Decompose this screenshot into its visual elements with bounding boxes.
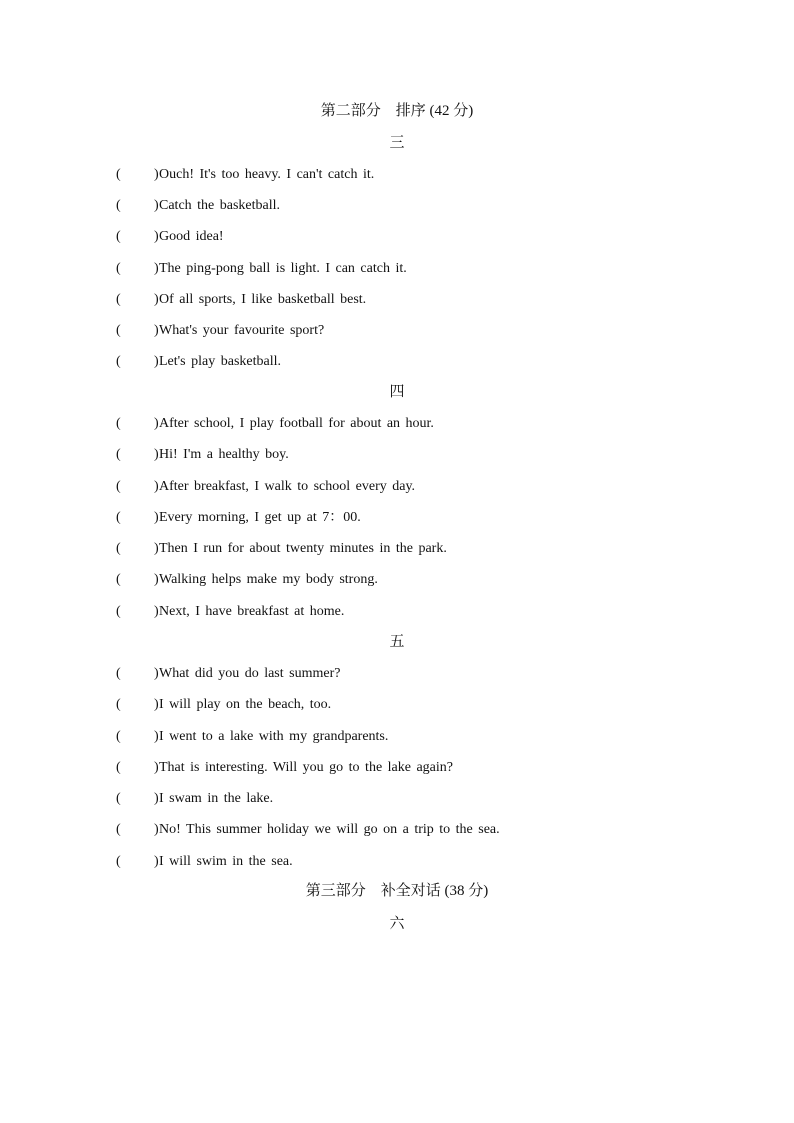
sentence-text: Hi! I'm a healthy boy. [159, 447, 289, 463]
sentence-text: Of all sports, I like basketball best. [159, 291, 367, 307]
answer-blank-open: ( [116, 509, 121, 525]
sentence-text: Next, I have breakfast at home. [159, 603, 345, 619]
answer-blank-close: ) [154, 447, 159, 463]
list-item [116, 727, 736, 758]
answer-blank-open: ( [116, 229, 121, 245]
list-item [116, 664, 736, 695]
sentence-text: The ping-pong ball is light. I can catch it. [159, 260, 407, 276]
list-item [116, 758, 736, 789]
answer-blank-open: ( [116, 603, 121, 619]
sentence-text: What's your favourite sport? [159, 322, 325, 338]
answer-blank-open: ( [116, 354, 121, 370]
section-heading-4: 四 [389, 384, 405, 400]
answer-blank-open: ( [116, 291, 121, 307]
answer-blank-open: ( [116, 728, 121, 744]
list-item [116, 445, 736, 476]
answer-blank-close: ) [154, 666, 159, 681]
sentence-text: I swam in the lake. [159, 791, 274, 807]
sentence-text: Good idea! [159, 229, 224, 245]
sentence-text: No! This summer holiday we will go on a trip to the sea. [159, 822, 500, 838]
list-item [116, 227, 736, 258]
answer-blank-open: ( [116, 478, 121, 494]
list-item [116, 290, 736, 321]
list-item [116, 414, 736, 445]
answer-blank-open: ( [116, 666, 121, 681]
answer-blank-open: ( [116, 791, 121, 807]
sentence-text: Let's play basketball. [159, 354, 281, 370]
list-item [116, 602, 736, 633]
list-item [116, 695, 736, 726]
answer-blank-open: ( [116, 541, 121, 557]
sentence-text: After school, I play football for about an hour. [159, 416, 434, 431]
answer-blank-open: ( [116, 822, 121, 838]
section-5-list [116, 664, 736, 883]
answer-blank-close: ) [154, 291, 159, 307]
answer-blank-open: ( [116, 447, 121, 463]
sentence-text: I will swim in the sea. [159, 853, 293, 869]
answer-blank-close: ) [154, 791, 159, 807]
answer-blank-close: ) [154, 354, 159, 370]
part-two-title: 第二部分 排序 (42 分) [320, 103, 474, 119]
answer-blank-open: ( [116, 759, 121, 775]
answer-blank-close: ) [154, 572, 159, 588]
list-item [116, 570, 736, 601]
section-heading-3: 三 [389, 135, 405, 151]
sentence-text: Every morning, I get up at 7：00. [159, 509, 361, 525]
answer-blank-close: ) [154, 198, 159, 214]
answer-blank-close: ) [154, 260, 159, 276]
answer-blank-open: ( [116, 260, 121, 276]
section-heading-5: 五 [389, 634, 405, 650]
section-heading-6: 六 [389, 916, 405, 932]
sentence-text: I went to a lake with my grandparents. [159, 728, 389, 744]
part-three-title: 第三部分 补全对话 (38 分) [305, 883, 489, 899]
answer-blank-open: ( [116, 697, 121, 713]
sentence-text: Ouch! It's too heavy. I can't catch it. [159, 167, 375, 182]
sentence-text: After breakfast, I walk to school every day. [159, 478, 416, 494]
sentence-text: What did you do last summer? [159, 666, 341, 681]
sentence-text: That is interesting. Will you go to the lake again? [159, 759, 454, 775]
answer-blank-close: ) [154, 167, 159, 182]
sentence-text: Catch the basketball. [159, 198, 281, 214]
answer-blank-close: ) [154, 603, 159, 619]
answer-blank-open: ( [116, 853, 121, 869]
list-item [116, 165, 736, 196]
list-item [116, 508, 736, 539]
answer-blank-open: ( [116, 572, 121, 588]
sentence-text: Then I run for about twenty minutes in the park. [159, 541, 447, 557]
answer-blank-close: ) [154, 759, 159, 775]
list-item [116, 477, 736, 508]
answer-blank-close: ) [154, 728, 159, 744]
answer-blank-open: ( [116, 198, 121, 214]
list-item [116, 539, 736, 570]
answer-blank-close: ) [154, 229, 159, 245]
answer-blank-open: ( [116, 167, 121, 182]
answer-blank-close: ) [154, 697, 159, 713]
answer-blank-close: ) [154, 541, 159, 557]
answer-blank-open: ( [116, 416, 121, 431]
list-item [116, 352, 736, 383]
answer-blank-close: ) [154, 853, 159, 869]
list-item [116, 259, 736, 290]
list-item [116, 321, 736, 352]
sentence-text: I will play on the beach, too. [159, 697, 332, 713]
list-item [116, 789, 736, 820]
answer-blank-open: ( [116, 322, 121, 338]
answer-blank-close: ) [154, 416, 159, 431]
section-3-list [116, 165, 736, 383]
sentence-text: Walking helps make my body strong. [159, 572, 378, 588]
list-item [116, 196, 736, 227]
list-item [116, 820, 736, 851]
list-item [116, 852, 736, 883]
answer-blank-close: ) [154, 322, 159, 338]
section-4-list [116, 414, 736, 633]
answer-blank-close: ) [154, 509, 159, 525]
answer-blank-close: ) [154, 478, 159, 494]
answer-blank-close: ) [154, 822, 159, 838]
